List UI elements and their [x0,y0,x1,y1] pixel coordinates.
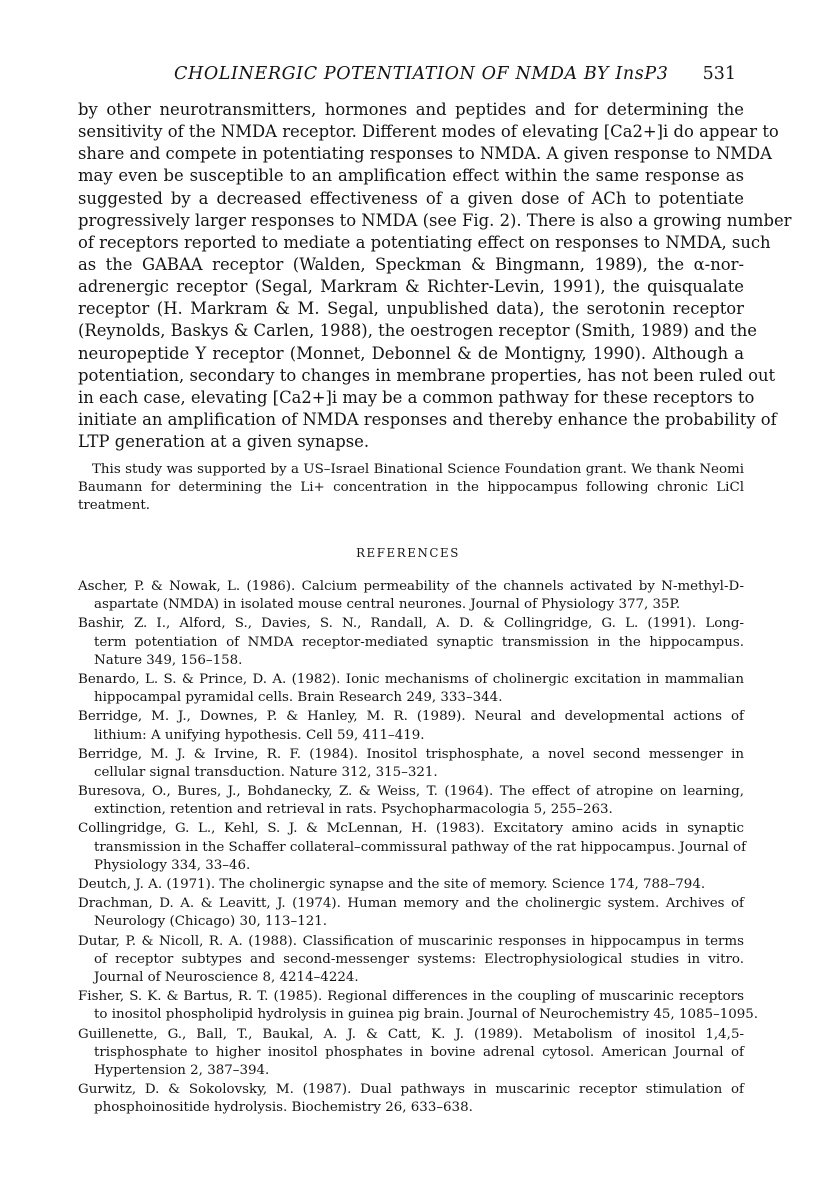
reference-entry [78,895,744,931]
reference-entry [78,876,744,894]
paragraph-line: progressively larger responses to NMDA (see Fig. 2). There is also a growing number [78,210,792,230]
paragraph-line: initiate an amplification of NMDA responses and thereby enhance the probability of [78,409,777,429]
paragraph-line: may even be susceptible to an amplification effect within the same response as [78,166,744,186]
paragraph-line: potentiation, secondary to changes in membrane properties, has not been ruled out [78,365,776,385]
paragraph-line: suggested by a decreased effectiveness of a given dose of ACh to potentiate [78,188,744,208]
reference-entry [78,988,759,1024]
reference-line: cellular signal transduction. Nature 312, 315–321. [94,764,438,780]
reference-line: Nature 349, 156–158. [94,652,243,668]
acknowledgement-line: This study was supported by a US–Israel Binational Science Foundation grant. We thank Neomi [92,462,744,477]
reference-entry [78,615,744,670]
running-header [78,64,744,90]
reference-entry [78,1081,744,1117]
reference-line: Ascher, P. & Nowak, L. (1986). Calcium permeability of the channels activated by N-methyl-D- [78,579,744,594]
reference-line: Gurwitz, D. & Sokolovsky, M. (1987). Dual pathways in muscarinic receptor stimulation of [78,1082,744,1098]
paragraph-line: LTP generation at a given synapse. [78,432,370,452]
reference-line: transmission in the Schaffer collateral–commissural pathway of the rat hippocampus. Journal of [94,839,747,855]
body-paragraph [78,99,792,453]
paragraph-line: sensitivity of the NMDA receptor. Different modes of elevating [Ca2+]i do appear to [78,122,779,142]
paragraph-line: (Reynolds, Baskys & Carlen, 1988), the oestrogen receptor (Smith, 1989) and the [78,321,757,341]
reference-line: Berridge, M. J., Downes, P. & Hanley, M. R. (1989). Neural and developmental actions of [78,709,744,725]
paragraph-line: of receptors reported to mediate a potentiating effect on responses to NMDA, such [78,232,771,252]
reference-line: Bashir, Z. I., Alford, S., Davies, S. N., Randall, A. D. & Collingridge, G. L. (1991). Long- [78,616,744,632]
reference-line: extinction, retention and retrieval in rats. Psychopharmacologia 5, 255–263. [94,802,613,818]
reference-line: phosphoinositide hydrolysis. Biochemistry 26, 633–638. [94,1100,473,1116]
reference-line: lithium: A unifying hypothesis. Cell 59, 411–419. [94,727,425,743]
reference-line: Guillenette, G., Ball, T., Baukal, A. J. & Catt, K. J. (1989). Metabolism of inositol 1,4,5- [78,1026,744,1042]
reference-entry [78,578,744,614]
reference-list [78,578,759,1118]
reference-line: trisphosphate to higher inositol phosphates in bovine adrenal cytosol. American Journal of [94,1044,744,1060]
paragraph-line: receptor (H. Markram & M. Segal, unpublished data), the serotonin receptor [78,299,744,319]
reference-line: hippocampal pyramidal cells. Brain Research 249, 333–344. [94,690,503,706]
reference-line: term potentiation of NMDA receptor-mediated synaptic transmission in the hippocampus. [94,634,744,650]
reference-line: of receptor subtypes and second-messenger systems: Electrophysiological studies in vitro. [94,951,744,967]
reference-line: Dutar, P. & Nicoll, R. A. (1988). Classification of muscarinic responses in hippocampus in terms [78,933,744,949]
paragraph-line: as the GABAA receptor (Walden, Speckman & Bingmann, 1989), the α-nor- [78,254,744,274]
running-title: CHOLINERGIC POTENTIATION OF NMDA BY InsP3 [174,64,669,84]
reference-entry [78,671,744,707]
paragraph-line: neuropeptide Y receptor (Monnet, Debonnel & de Montigny, 1990). Although a [78,343,744,363]
reference-line: to inositol phospholipid hydrolysis in guinea pig brain. Journal of Neurochemistry 45, 1085–1095. [94,1007,759,1023]
references-heading: REFERENCES [356,546,460,560]
reference-line: Drachman, D. A. & Leavitt, J. (1974). Human memory and the cholinergic system. Archives of [78,896,744,912]
reference-line: Berridge, M. J. & Irvine, R. F. (1984). Inositol trisphosphate, a novel second messenger in [78,746,744,762]
acknowledgement [78,461,744,516]
reference-line: Journal of Neuroscience 8, 4214–4224. [94,969,359,985]
reference-line: Physiology 334, 33–46. [94,857,251,873]
reference-line: aspartate (NMDA) in isolated mouse central neurones. Journal of Physiology 377, 35P. [94,597,681,613]
reference-line: Neurology (Chicago) 30, 113–121. [94,914,328,930]
reference-entry [78,933,744,988]
reference-line: Hypertension 2, 387–394. [94,1062,270,1078]
acknowledgement-line: Baumann for determining the Li+ concentration in the hippocampus following chronic LiCl [78,480,744,496]
reference-entry [78,783,744,819]
reference-line: Buresova, O., Bures, J., Bohdanecky, Z. & Weiss, T. (1964). The effect of atropine on learning, [78,784,744,800]
reference-line: Fisher, S. K. & Bartus, R. T. (1985). Regional differences in the coupling of muscarinic receptors [78,989,744,1005]
reference-entry [78,820,747,875]
paragraph-line: share and compete in potentiating responses to NMDA. A given response to NMDA [78,144,772,164]
reference-entry [78,1026,744,1081]
reference-entry [78,708,744,744]
reference-line: Deutch, J. A. (1971). The cholinergic synapse and the site of memory. Science 174, 788–794. [78,877,706,892]
paragraph-line: by other neurotransmitters, hormones and peptides and for determining the [78,100,744,119]
reference-line: Collingridge, G. L., Kehl, S. J. & McLennan, H. (1983). Excitatory amino acids in synaptic [78,821,744,837]
page-number: 531 [702,64,736,84]
acknowledgement-line: treatment. [78,498,150,514]
paragraph-line: adrenergic receptor (Segal, Markram & Richter-Levin, 1991), the quisqualate [78,277,744,297]
reference-line: Benardo, L. S. & Prince, D. A. (1982). Ionic mechanisms of cholinergic excitation in mammalian [78,671,744,687]
paragraph-line: in each case, elevating [Ca2+]i may be a common pathway for these receptors to [78,387,755,407]
reference-entry [78,746,744,782]
